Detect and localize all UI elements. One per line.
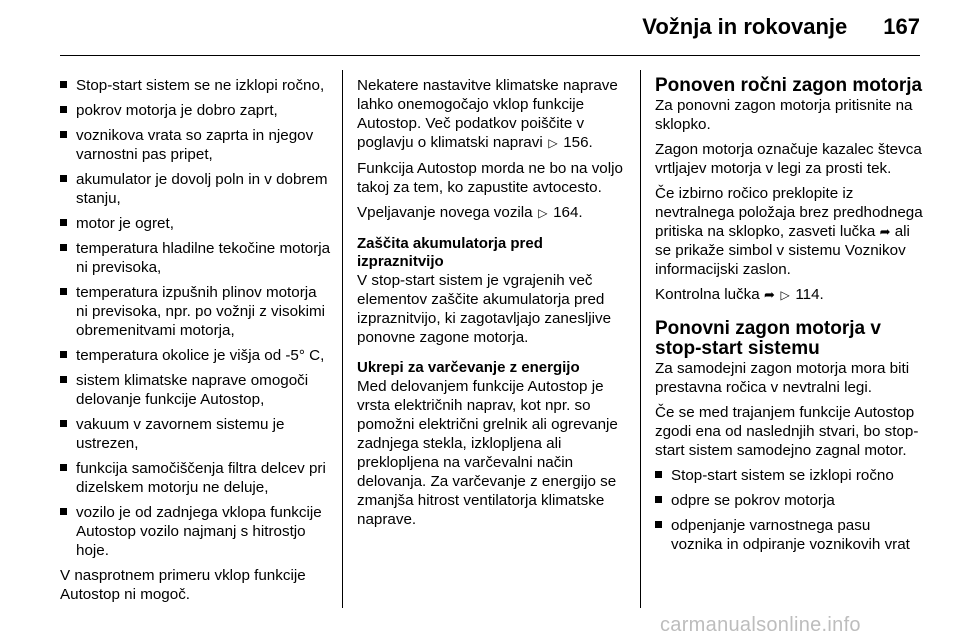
chapter-title: Vožnja in rokovanje [642, 14, 848, 39]
cross-reference-icon: ▷ [780, 288, 790, 302]
paragraph: Kontrolna lučka ➦ ▷ 114. [655, 286, 824, 303]
paragraph: Za ponovni zagon motorja pritisnite na sklopko. [655, 97, 913, 133]
section-heading: Ponoven ročni zagon motorja [655, 75, 923, 96]
cross-reference-icon: ▷ [538, 206, 548, 220]
bullet-square-icon [60, 420, 67, 427]
autostop-warning-light-icon: ➦ [763, 287, 775, 302]
section-heading: Zaščita akumulatorja pred izpraznitvijo [357, 235, 543, 270]
list-item: vozilo je od zadnjega vklopa funkcije Autostop vozilo najmanj s hitrostjo hoje. [60, 503, 332, 560]
bullet-square-icon [60, 175, 67, 182]
list-item: funkcija samočiščenja filtra delcev pri dizelskem motorju ne deluje, [60, 459, 332, 497]
column-1 [60, 76, 332, 610]
bullet-square-icon [60, 106, 67, 113]
column-2 [357, 76, 625, 535]
section-heading: Ponovni zagon motorja v stop-start sistemu [655, 318, 881, 359]
bullet-square-icon [60, 131, 67, 138]
header-rule [60, 55, 920, 56]
paragraph: Če se med trajanjem funkcije Autostop zgodi ena od naslednjih stvari, bo stop-start sistem samodejno zagnal motor. [655, 404, 919, 459]
bullet-square-icon [60, 351, 67, 358]
paragraph: Zagon motorja označuje kazalec števca vrtljajev motorja v legi za prosti tek. [655, 141, 922, 177]
list-item: odpre se pokrov motorja [655, 491, 923, 510]
paragraph: Med delovanjem funkcije Autostop je vrsta električnih naprav, kot npr. so pomožni električni grelnik ali ogrevanje zadnjega stekla, izklopljena ali preklopljena na varčevalni način delovanja. Za varčevanje z energijo se zmanjša hitrost ventilatorja klimatske naprave. [357, 378, 618, 528]
paragraph: V stop-start sistem je vgrajenih več elementov zaščite akumulatorja pred izpraznitvijo, ki zagotavljajo zanesljive ponovne zagone motorja. [357, 272, 612, 346]
bullet-square-icon [60, 288, 67, 295]
watermark: carmanualsonline.info [660, 614, 861, 636]
bullet-square-icon [60, 219, 67, 226]
bullet-square-icon [60, 464, 67, 471]
list-item: akumulator je dovolj poln in v dobrem stanju, [60, 170, 332, 208]
paragraph: Za samodejni zagon motorja mora biti prestavna ročica v nevtralni legi. [655, 360, 910, 396]
conditions-list [60, 76, 332, 560]
paragraph: Nekatere nastavitve klimatske naprave lahko onemogočajo vklop funkcije Autostop. Več podatkov poiščite v poglavju o klimatski napravi ▷ 156. [357, 77, 618, 151]
page-number: 167 [883, 14, 920, 39]
bullet-square-icon [655, 521, 662, 528]
list-item: odpenjanje varnostnega pasu voznika in odpiranje voznikovih vrat [655, 516, 923, 554]
cross-reference-link[interactable]: 114. [795, 286, 824, 303]
list-item: temperatura hladilne tekočine motorja ni previsoka, [60, 239, 332, 277]
bullet-square-icon [60, 508, 67, 515]
bullet-square-icon [655, 496, 662, 503]
list-item: vakuum v zavornem sistemu je ustrezen, [60, 415, 332, 453]
bullet-square-icon [60, 244, 67, 251]
bullet-square-icon [60, 81, 67, 88]
column-divider-2 [640, 70, 641, 608]
section-heading: Ukrepi za varčevanje z energijo [357, 359, 580, 376]
bullet-square-icon [60, 376, 67, 383]
cross-reference-link[interactable]: 156. [563, 134, 593, 151]
list-item: Stop-start sistem se izklopi ročno [655, 466, 923, 485]
page-header [642, 14, 920, 40]
column-3 [655, 76, 923, 560]
paragraph: Če izbirno ročico preklopite iz nevtralnega položaja brez predhodnega pritiska na sklopko, zasveti lučka ➦ ali se prikaže simbol v sistemu Voznikov informacijski zaslon. [655, 185, 923, 278]
list-item: Stop-start sistem se ne izklopi ročno, [60, 76, 332, 95]
list-item: temperatura izpušnih plinov motorja ni previsoka, npr. po vožnji z visokimi obremenitvami motorja, [60, 283, 332, 340]
list-item: voznikova vrata so zaprta in njegov varnostni pas pripet, [60, 126, 332, 164]
cross-reference-icon: ▷ [548, 136, 558, 150]
list-item: motor je ogret, [60, 214, 332, 233]
autostop-warning-light-icon: ➦ [879, 224, 891, 239]
list-item: temperatura okolice je višja od -5° C, [60, 346, 332, 365]
column-divider-1 [342, 70, 343, 608]
list-item: sistem klimatske naprave omogoči delovanje funkcije Autostop, [60, 371, 332, 409]
restart-conditions-list [655, 466, 923, 554]
cross-reference-link[interactable]: 164. [553, 204, 583, 221]
paragraph: Funkcija Autostop morda ne bo na voljo takoj za tem, ko zapustite avtocesto. [357, 160, 623, 196]
paragraph: Vpeljavanje novega vozila ▷ 164. [357, 204, 583, 221]
bullet-square-icon [655, 471, 662, 478]
closing-paragraph: V nasprotnem primeru vklop funkcije Autostop ni mogoč. [60, 567, 306, 603]
list-item: pokrov motorja je dobro zaprt, [60, 101, 332, 120]
